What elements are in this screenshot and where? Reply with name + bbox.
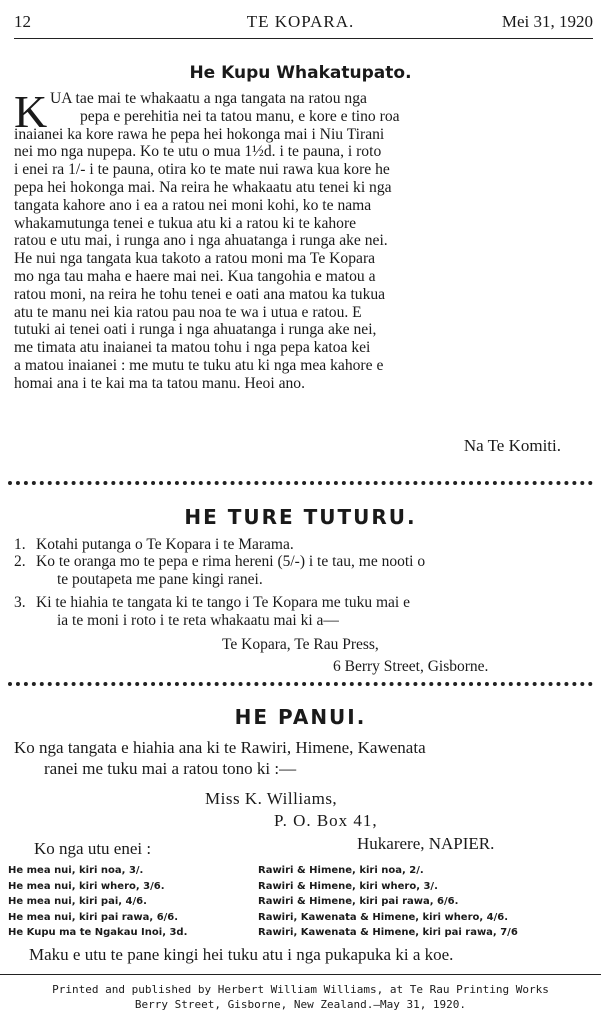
header-rule [14, 38, 593, 39]
price-item: He mea nui, kiri pai rawa, 6/6. [8, 911, 179, 923]
price-item: He mea nui, kiri pai, 4/6. [8, 896, 147, 908]
price-item: Rawiri, Kawenata & Himene, kiri pai rawa, 7/6 [258, 927, 518, 939]
rule-item-1: Kotahi putanga o Te Kopara i te Marama. [36, 536, 294, 553]
rule-item-1-num: 1. [14, 536, 26, 553]
imprint-line2: Berry Street, Gisborne, New Zealand.—May 31, 1920. [134, 998, 467, 1011]
price-item: Rawiri & Himene, kiri whero, 3/. [258, 880, 438, 892]
contact-box: P. O. Box 41, [274, 811, 378, 830]
section2-heading: HE TURE TUTURU. [184, 505, 417, 529]
body-line: ratou e utu mai, i runga ano i nga ahuatanga i runga ake nei. [14, 232, 388, 250]
contact-place: Hukarere, NAPIER. [357, 834, 495, 853]
body-line: atu te manu nei kia ratou pau noa te wa i utua e ratou. E [14, 303, 362, 321]
body-line: ratou moni, na reira he tohu tenei e oati ana matou ka tukua [14, 285, 386, 303]
footer-rule [0, 974, 601, 975]
price-item: He mea nui, kiri whero, 3/6. [8, 880, 165, 892]
closing-note: Maku e utu te pane kingi hei tuku atu i nga pukapuka ki a koe. [29, 945, 454, 964]
section1-body [14, 86, 594, 393]
rule-item-3-line1: Ki te hiahia te tangata ki te tango i Te Kopara me tuku mai e [36, 594, 410, 611]
price-item: Rawiri, Kawenata & Himene, kiri whero, 4/6. [258, 911, 509, 923]
body-line: inaianei ka kore rawa he pepa hei hokonga mai i Niu Tirani [14, 125, 385, 143]
masthead-title: TE KOPARA. [246, 12, 355, 31]
imprint-line1: Printed and published by Herbert William Williams, at Te Rau Printing Works [52, 983, 549, 996]
page-number: 12 [14, 12, 31, 31]
divider-dotted [8, 682, 593, 686]
body-line: tangata kahore ano i ea a ratou nei moni kohi, ko te nama [14, 196, 372, 214]
body-line: tutuki ai tenei oati i runga i nga ahuatanga i runga ake nei, [14, 321, 377, 339]
body-line: a matou inaianei : me mutu te tuku atu ki nga mea kahore e [14, 356, 384, 374]
body-line: me timata atu inaianei ta matou tohu i nga pepa katoa kei [14, 339, 371, 357]
price-item: Rawiri & Himene, kiri noa, 2/. [258, 865, 424, 876]
rule-item-2-line1: Ko te oranga mo te pepa e rima hereni (5/-) i te tau, me nooti o [36, 553, 426, 570]
section3-heading: HE PANUI. [234, 705, 367, 729]
section1-signature: Na Te Komiti. [463, 436, 561, 455]
press-address-line1: Te Kopara, Te Rau Press, [222, 636, 379, 653]
price-item: Rawiri & Himene, kiri pai rawa, 6/6. [258, 896, 459, 908]
notice-intro-line1: Ko nga tangata e hiahia ana ki te Rawiri, Himene, Kawenata [14, 738, 426, 757]
price-item: He mea nui, kiri noa, 3/. [8, 865, 144, 876]
body-line: mo nga tau maha e haere mai nei. Kua tangohia e matou a [14, 267, 376, 285]
rule-item-2-num: 2. [14, 553, 26, 570]
issue-date: Mei 31, 1920 [501, 12, 593, 31]
body-line: He nui nga tangata kua takoto a ratou moni ma Te Kopara [14, 250, 376, 268]
section1-heading: He Kupu Whakatupato. [189, 63, 412, 83]
drop-cap: K [14, 86, 48, 137]
rule-item-3-line2: ia te moni i roto i te reta whakaatu mai ki a— [57, 612, 339, 629]
divider-dotted [8, 481, 593, 485]
contact-name: Miss K. Williams, [205, 789, 338, 808]
price-item: He Kupu ma te Ngakau Inoi, 3d. [8, 927, 188, 939]
press-address-line2: 6 Berry Street, Gisborne. [333, 658, 489, 675]
rule-item-2-line2: te poutapeta me pane kingi ranei. [57, 571, 263, 588]
body-line: whakamutunga tenei e tukua atu ki a ratou ki te kahore [14, 214, 357, 232]
body-line: i enei ra 1/- i te pauna, otira ko te mate nui rawa kua kore he [14, 161, 390, 179]
body-line: homai ana i te kai ma ta tatou manu. Heoi ano. [14, 374, 305, 392]
rule-item-3-num: 3. [14, 594, 26, 611]
body-line: nei mo nga nupepa. Ko te utu o mua 1½d. i te pauna, i roto [14, 143, 382, 161]
notice-intro-line2: ranei me tuku mai a ratou tono ki :— [44, 759, 297, 778]
prices-label: Ko nga utu enei : [34, 839, 152, 858]
body-line: pepa hei hokonga mai. Na reira he whakaatu atu tenei ki nga [14, 178, 392, 196]
body-line: pepa e perehitia nei ta tatou manu, e kore e tino roa [80, 107, 400, 125]
body-line: UA tae mai te whakaatu a nga tangata na ratou nga [50, 90, 367, 107]
